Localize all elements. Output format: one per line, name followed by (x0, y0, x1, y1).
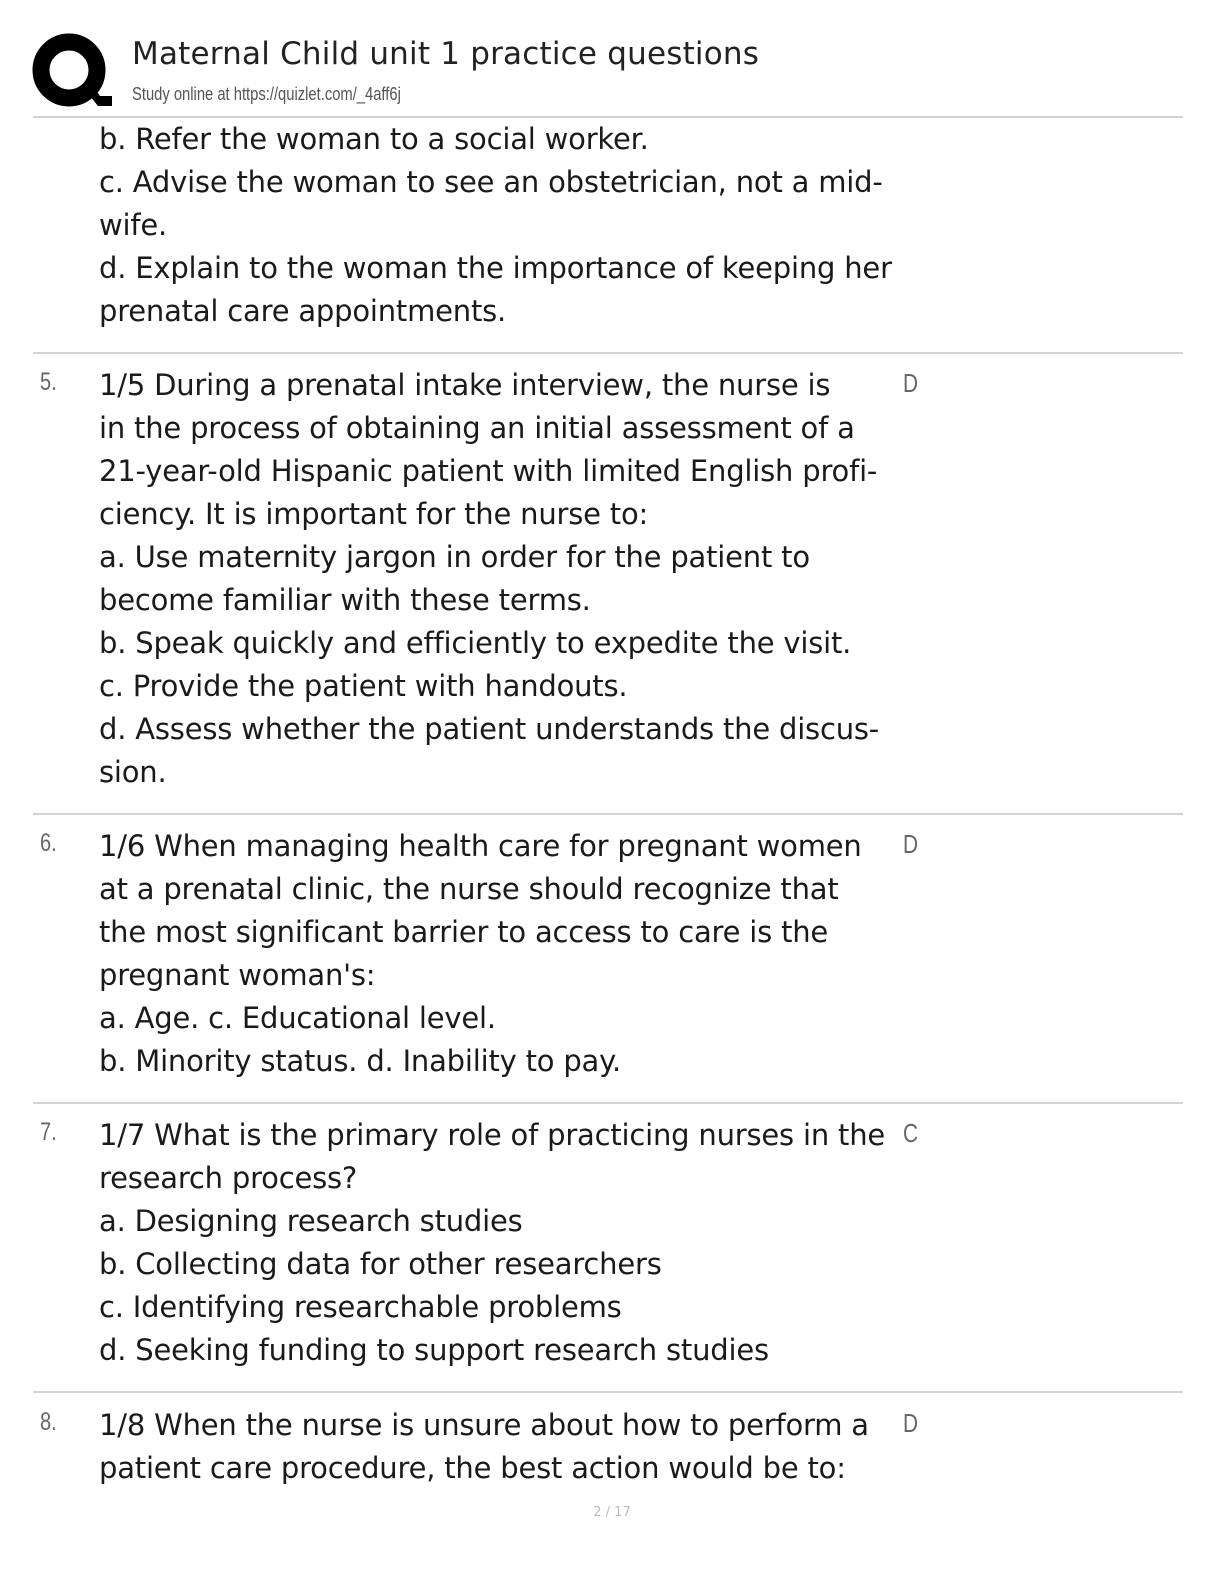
text-line: d. Explain to the woman the importance of keeping her (99, 251, 892, 285)
question-number: 8. (40, 1408, 57, 1436)
text-line: 1/6 When managing health care for pregnant women (99, 829, 862, 863)
question-text (99, 1404, 909, 1490)
question-number: 7. (40, 1118, 57, 1146)
answer-key: D (903, 1408, 919, 1438)
page-number: 2 / 17 (593, 1505, 631, 1520)
text-line: c. Provide the patient with handouts. (99, 669, 628, 703)
answer-key: C (903, 1118, 919, 1148)
question-divider (33, 1391, 1183, 1393)
text-line: at a prenatal clinic, the nurse should recognize that (99, 872, 839, 906)
text-line: d. Seeking funding to support research studies (99, 1333, 769, 1367)
text-line: 1/7 What is the primary role of practicing nurses in the (99, 1118, 886, 1152)
text-line: b. Speak quickly and efficiently to expedite the visit. (99, 626, 852, 660)
text-line: 1/8 When the nurse is unsure about how to perform a (99, 1408, 869, 1442)
text-line: c. Advise the woman to see an obstetrician, not a mid- (99, 165, 883, 199)
text-line: 21-year-old Hispanic patient with limited English profi- (99, 454, 878, 488)
text-line: patient care procedure, the best action would be to: (99, 1451, 846, 1485)
question-number: 5. (40, 368, 57, 396)
page-header (0, 0, 1224, 120)
text-line: ciency. It is important for the nurse to: (99, 497, 649, 531)
question-divider (33, 352, 1183, 354)
text-line: research process? (99, 1161, 358, 1195)
text-line: prenatal care appointments. (99, 294, 507, 328)
continuation-text (99, 118, 909, 333)
text-line: pregnant woman's: (99, 958, 376, 992)
text-line: become familiar with these terms. (99, 583, 591, 617)
question-divider (33, 813, 1183, 815)
text-line: d. Assess whether the patient understands the discus- (99, 712, 880, 746)
text-line: a. Designing research studies (99, 1204, 523, 1238)
question-text (99, 364, 909, 794)
question-divider (33, 1102, 1183, 1104)
answer-key: D (903, 368, 919, 398)
text-line: a. Age. c. Educational level. (99, 1001, 496, 1035)
text-line: b. Minority status. d. Inability to pay. (99, 1044, 621, 1078)
text-line: 1/5 During a prenatal intake interview, the nurse is (99, 368, 831, 402)
document-title: Maternal Child unit 1 practice questions (132, 36, 760, 72)
text-line: b. Collecting data for other researchers (99, 1247, 662, 1281)
text-line: b. Refer the woman to a social worker. (99, 122, 649, 156)
question-number: 6. (40, 829, 57, 857)
text-line: a. Use maternity jargon in order for the patient to (99, 540, 810, 574)
question-text (99, 1114, 909, 1372)
study-online-link[interactable]: Study online at https://quizlet.com/_4aff6j (132, 84, 401, 104)
text-line: wife. (99, 208, 168, 242)
text-line: in the process of obtaining an initial assessment of a (99, 411, 855, 445)
text-line: c. Identifying researchable problems (99, 1290, 622, 1324)
text-line: the most significant barrier to access to care is the (99, 915, 829, 949)
text-line: sion. (99, 755, 167, 789)
quizlet-logo-icon (30, 30, 112, 112)
answer-key: D (903, 829, 919, 859)
question-text (99, 825, 909, 1083)
